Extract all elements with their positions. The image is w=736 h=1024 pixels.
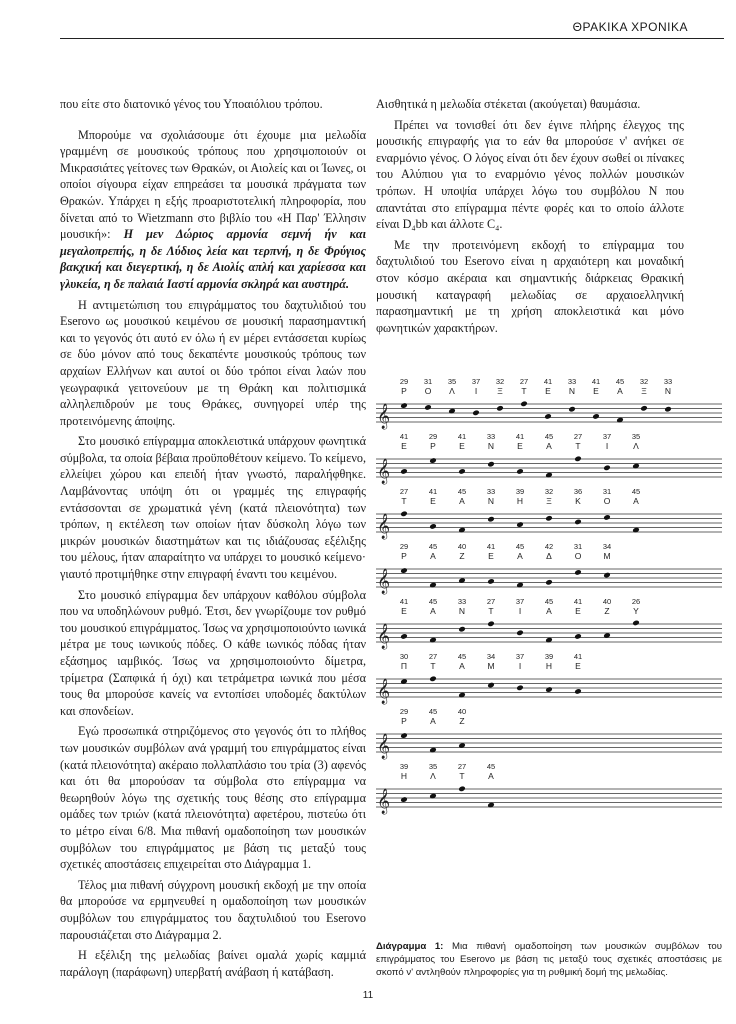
symbol-letter: Α (430, 551, 436, 561)
symbol-letter: Ρ (401, 551, 407, 561)
note-head (574, 519, 582, 526)
symbol-letter: Τ (488, 606, 494, 616)
symbol-number: 40 (602, 597, 612, 606)
note-head (458, 786, 466, 793)
symbol-letter: Κ (575, 496, 581, 506)
note-head (664, 406, 672, 413)
symbol-letter: Τ (575, 441, 581, 451)
note-head (568, 406, 576, 413)
note-head (574, 456, 582, 463)
note-head (520, 401, 528, 408)
symbol-number: 41 (486, 542, 496, 551)
symbol-letter: Α (459, 661, 465, 671)
figure-caption (376, 940, 722, 979)
symbol-number: 29 (399, 378, 409, 386)
symbol-number: 41 (591, 378, 601, 386)
symbol-letter: Π (400, 661, 408, 671)
note-head (545, 515, 553, 522)
symbol-letter: Η (400, 771, 408, 781)
symbol-number: 27 (519, 378, 529, 386)
symbol-number: 37 (515, 652, 525, 661)
symbol-number: 35 (447, 378, 457, 386)
note-head (458, 626, 466, 633)
note-head (429, 676, 437, 683)
symbol-number: 41 (573, 597, 583, 606)
caption-text: Μια πιθανή ομαδοποίηση των μουσικών συμβόλων του επιγράμματος του Eserovo με βάση τις μεταξύ τους σχετικές αποστάσεις με σκοπό ν' αντληθούν πληροφορίες για τη ρυθμική δομή της μελωδίας. (376, 941, 722, 978)
symbol-letter: Α (488, 771, 494, 781)
right-paragraph-1: Πρέπει να τονισθεί ότι δεν έγινε πλήρης έλεγχος της μουσικής επιγραφής για το εάν θα μπορούσε ν' ανήκει σε εναρμόνιο γένος. Ο λόγος είναι ότι δεν έχουν σωθεί οι πίνακες του Αλύπιου για το εναρμόνιο γένος πολλών μουσικών τρόπων. Η υποψία υπάρχει λόγω του συμβόλου Ν που απαντάται στο επίγραμμα πέντε φορές και το οποίο άλλοτε είναι D₄bb και άλλοτε C₄. (376, 117, 684, 232)
symbol-number: 34 (602, 542, 612, 551)
symbol-number: 45 (428, 707, 438, 716)
symbol-letter: Η (516, 496, 524, 506)
note-head (400, 732, 408, 739)
treble-clef: 𝄞 (377, 733, 391, 758)
symbol-letter: Η (545, 661, 553, 671)
symbol-letter: Τ (430, 661, 436, 671)
left-column (60, 96, 366, 980)
symbol-number: 32 (495, 378, 505, 386)
symbol-letter: Ν (487, 496, 495, 506)
caption-label: Διάγραμμα 1: (376, 941, 444, 952)
symbol-letter: Ε (545, 386, 551, 396)
symbol-number: 27 (486, 597, 496, 606)
symbol-number: 45 (615, 378, 625, 386)
symbol-number: 37 (602, 432, 612, 441)
symbol-number: 45 (486, 762, 496, 771)
symbol-letter: Ξ (497, 386, 503, 396)
symbol-letter: Α (633, 496, 639, 506)
symbol-letter: Ζ (459, 551, 465, 561)
symbol-number: 45 (428, 597, 438, 606)
right-paragraph-0: Αισθητικά η μελωδία στέκεται (ακούγεται) θαυμάσια. (376, 97, 641, 111)
symbol-number: 29 (399, 542, 409, 551)
paragraph-text: Μπορούμε να σχολιάσουμε ότι έχουμε μια μελωδία γραμμένη σε μουσικούς τρόπους που χρησιμοποιούν οι Μικρασιάτες γείτονες των Θρακών, οι Αιολείς και οι Ίωνες, οι οποίοι σίγουρα είχαν επηρεάσει τα μουσικά πράγματα των Θρακών. Υπάρχει η εξής προαριστοτελική πληροφορία, που δίνεται από το Wietzmann στο βιβλίο του «Η Παρ' Έλλησιν μουσική»: (60, 127, 366, 242)
symbol-letter: Ε (459, 441, 465, 451)
left-paragraph-3: Στο μουσικό επίγραμμα αποκλειστικά υπάρχουν φωνητικά σύμβολα, τα οποία βέβαια προϋποθέτουν κείμενο. Το κείμενο, ελλείψει χώρου και επειδή ήταν γνωστό, παραλήφθηκε. Λαμβάνοντας υπόψη ότι οι γραμμές της επιγραφής εντάσσονται σε χρωματικά γένη (κατά πλειονότητα) των τρόπων, η εκτέλεση των οποίων ήταν δύσκολη λόγω των μικρών μουσικών διαστημάτων και τις ιδιάζουσας εξέλιξης του μέλους, ήταν απαραίτητο να υπάρχει το μουσικό κείμενο· γιαυτό προτιμήθηκε στην επιγραφή έναντι του κειμένου. (60, 434, 366, 582)
symbol-letter: Ε (593, 386, 599, 396)
symbol-number: 45 (457, 487, 467, 496)
journal-title: ΘΡΑΚΙΚΑ ΧΡΟΝΙΚΑ (572, 20, 688, 34)
symbol-letter: Ε (575, 661, 581, 671)
left-paragraph-7: Η εξέλιξη της μελωδίας βαίνει ομαλά χωρίς καμμιά παράλογη (παράφωνη) υπερβατή ανάβαση ή κατάβαση. (60, 948, 366, 979)
note-head (516, 630, 524, 637)
note-head (400, 567, 408, 574)
symbol-number: 34 (486, 652, 496, 661)
symbol-number: 30 (399, 652, 409, 661)
left-paragraph-1 (60, 127, 366, 293)
symbol-letter: Ε (517, 441, 523, 451)
symbol-number: 39 (515, 487, 525, 496)
music-staves-svg (374, 378, 724, 818)
symbol-letter: Ρ (430, 441, 436, 451)
symbol-number: 41 (543, 378, 553, 386)
running-header (60, 18, 724, 38)
symbol-number: 41 (457, 432, 467, 441)
symbol-number: 31 (423, 378, 433, 386)
symbol-letter: Ρ (401, 716, 407, 726)
left-paragraph-0: που είτε στο διατονικό γένος του Υποαιόλιου τρόπου. (60, 97, 323, 111)
note-head (458, 468, 466, 475)
note-head (574, 569, 582, 576)
symbol-letter: Ν (487, 441, 495, 451)
note-head (545, 579, 553, 586)
symbol-number: 33 (486, 432, 496, 441)
left-paragraph-4: Στο μουσικό επίγραμμα δεν υπάρχουν καθόλου σύμβολα που να υποδηλώνουν ρυθμό. Έτσι, δεν γνωρίζουμε τον ρυθμό του μουσικού επιγράμματος. Ίσως να χρησιμοποιούντο ιωνικά μέτρα με τους ιωνικούς πόδες. Ο κάθε ιωνικός πόδας ήταν εξάσημος ιαμβικός. Ίσως να χρησιμοποιούντο δίμετρα, τρίμετρα (Σαπφικά ή όχι) και τετράμετρα ιωνικά που μέσα τους θα μπορούσε κανείς να εντοπίσει υποδομές δακτύλων και σπονδείων. (60, 587, 366, 718)
symbol-number: 27 (573, 432, 583, 441)
treble-clef: 𝄞 (377, 568, 391, 593)
symbol-number: 41 (573, 652, 583, 661)
symbol-letter: Ε (488, 551, 494, 561)
symbol-letter: Ν (664, 386, 672, 396)
symbol-letter: Ι (518, 606, 522, 616)
note-head (400, 633, 408, 640)
note-head (400, 468, 408, 475)
symbol-number: 45 (544, 597, 554, 606)
symbol-number: 41 (399, 597, 409, 606)
note-head (487, 682, 495, 689)
treble-clef: 𝄞 (377, 788, 391, 813)
note-head (400, 402, 408, 409)
symbol-letter: Α (430, 606, 436, 616)
symbol-number: 40 (457, 707, 467, 716)
symbol-number: 33 (567, 378, 577, 386)
symbol-letter: Ι (474, 386, 478, 396)
symbol-letter: Α (517, 551, 523, 561)
symbol-letter: Δ (546, 551, 552, 561)
music-diagram (374, 378, 724, 818)
symbol-number: 36 (573, 487, 583, 496)
note-head (632, 620, 640, 627)
symbol-letter: Ι (518, 661, 522, 671)
symbol-letter: Α (617, 386, 623, 396)
right-paragraph-2: Με την προτεινόμενη εκδοχή το επίγραμμα του δαχτυλιδιού του Eserovo είναι η αρχαιότερη και μοναδική στον κόσμο ακέραια και σημαντικής διάρκειας Θρακική μουσική καταγραφή μελωδίας σε αρχαιοελληνική παρασημαντική με τη χρήση αποκλειστικά και μόνο φωνητικών χαρακτήρων. (376, 237, 684, 335)
left-paragraph-2: Η αντιμετώπιση του επιγράμματος του δαχτυλιδιού του Eserovo ως μουσικού κειμένου σε μουσική παρασημαντική και το γεγονός ότι αυτό εν όλω ή εν μέρει εντάσσεται κυρίως σε δύο μόνον από τους δεκαπέντε μουσικούς τρόπους των αρχαίων Ελλήνων και αυτοί οι δύο τρόποι είναι λαών που γεωγραφικά γειτονεύουν με τη Θράκη και πολιτισμικά αλληλεπιδρούν με τους Θράκες, συνηγορεί υπέρ της προτεινόμενης άποψης. (60, 297, 366, 428)
header-rule (60, 38, 724, 39)
left-paragraph-6: Τέλος μια πιθανή σύγχρονη μουσική εκδοχή με την οποία θα μπορούσε να ερμηνευθεί η ομαδοποίηση των μουσικών συμβόλων του επιγράμματος του δαχτυλιδιού του Eserovo παρουσιάζεται στο Διάγραμμα 2. (60, 877, 366, 942)
symbol-number: 32 (639, 378, 649, 386)
symbol-number: 40 (457, 542, 467, 551)
note-head (472, 410, 480, 417)
symbol-number: 45 (515, 542, 525, 551)
symbol-number: 41 (428, 487, 438, 496)
symbol-number: 41 (515, 432, 525, 441)
note-head (487, 578, 495, 585)
symbol-number: 32 (544, 487, 554, 496)
symbol-letter: Ζ (604, 606, 610, 616)
symbol-number: 37 (515, 597, 525, 606)
note-head (400, 511, 408, 518)
treble-clef: 𝄞 (377, 623, 391, 648)
symbol-letter: Λ (449, 386, 455, 396)
note-head (496, 405, 504, 412)
quote-bold: Η μεν Δώριος αρμονία σεμνή ήν και μεγαλοπρεπής, η δε Λύδιος λεία και τερπνή, η δε Φρύγιος βακχική και διεγερτική, η δε Αιολίς απλή και χαρίεσσα και γλυκεία, η δε παλαιά Ιαστί αρμονία σκληρά και αυστηρά. (60, 227, 367, 291)
note-head (603, 514, 611, 521)
symbol-number: 45 (631, 487, 641, 496)
symbol-number: 29 (428, 432, 438, 441)
symbol-letter: Ε (430, 496, 436, 506)
symbol-letter: Ι (605, 441, 609, 451)
symbol-number: 35 (631, 432, 641, 441)
symbol-letter: Ο (603, 496, 611, 506)
symbol-number: 31 (602, 487, 612, 496)
symbol-letter: Μ (603, 551, 611, 561)
symbol-number: 27 (399, 487, 409, 496)
note-head (603, 572, 611, 579)
treble-clef: 𝄞 (377, 513, 391, 538)
note-head (400, 796, 408, 803)
symbol-letter: Ζ (459, 716, 465, 726)
symbol-letter: Ο (574, 551, 582, 561)
symbol-number: 29 (399, 707, 409, 716)
note-head (544, 413, 552, 420)
note-head (424, 404, 432, 411)
symbol-letter: Α (459, 496, 465, 506)
symbol-number: 45 (428, 542, 438, 551)
symbol-letter: Τ (401, 496, 407, 506)
symbol-letter: Μ (487, 661, 495, 671)
note-head (592, 413, 600, 420)
symbol-letter: Λ (430, 771, 436, 781)
symbol-number: 26 (631, 597, 641, 606)
right-column (376, 96, 684, 336)
note-head (516, 521, 524, 528)
treble-clef: 𝄞 (377, 403, 391, 428)
symbol-letter: Ρ (401, 386, 407, 396)
symbol-number: 33 (457, 597, 467, 606)
symbol-number: 33 (486, 487, 496, 496)
page-number: 11 (362, 990, 374, 1001)
symbol-number: 27 (457, 762, 467, 771)
note-head (487, 461, 495, 468)
symbol-number: 37 (471, 378, 481, 386)
left-paragraph-5: Εγώ προσωπικά στηριζόμενος στο γεγονός ότι το πλήθος των μουσικών συμβόλων ανά γραμμή του επιγράμματος είναι (κατά πλειονότητα) ακέραιο πολλαπλάσιο του τρία (3) αφενός και ότι θα μπορούσαν τα σύμβολα στο επίγραμμα να θεωρηθούν λόγω της σχετικής τους θέσης στο επίγραμμα ομάδες των τριών (κατά πλειονότητα) αφετέρου, πιστεύω ότι το μέτρο είναι 6/8. Μια πιθανή ομαδοποίηση των μουσικών συμβόλων του επιγράμματος με βάση τις μεταξύ τους σχετικές αποστάσεις επιχειρείται στο Διάγραμμα 1. (60, 724, 366, 872)
note-head (516, 685, 524, 692)
note-head (574, 633, 582, 640)
treble-clef: 𝄞 (377, 678, 391, 703)
symbol-letter: Ε (575, 606, 581, 616)
treble-clef: 𝄞 (377, 458, 391, 483)
symbol-letter: Ε (401, 441, 407, 451)
note-head (545, 686, 553, 693)
symbol-number: 41 (399, 432, 409, 441)
symbol-number: 42 (544, 542, 554, 551)
symbol-letter: Ο (424, 386, 432, 396)
symbol-letter: Ν (458, 606, 466, 616)
symbol-letter: Ξ (546, 496, 552, 506)
symbol-number: 45 (544, 432, 554, 441)
symbol-number: 39 (399, 762, 409, 771)
symbol-number: 35 (428, 762, 438, 771)
symbol-letter: Τ (459, 771, 465, 781)
symbol-number: 31 (573, 542, 583, 551)
symbol-letter: Λ (633, 441, 639, 451)
symbol-letter: Α (546, 441, 552, 451)
symbol-number: 27 (428, 652, 438, 661)
symbol-letter: Ε (401, 606, 407, 616)
symbol-number: 45 (457, 652, 467, 661)
note-head (429, 523, 437, 530)
symbol-letter: Α (430, 716, 436, 726)
note-head (640, 405, 648, 412)
symbol-number: 39 (544, 652, 554, 661)
symbol-letter: Υ (633, 606, 639, 616)
note-head (574, 688, 582, 695)
note-head (429, 457, 437, 464)
symbol-letter: Ν (568, 386, 576, 396)
note-head (603, 465, 611, 472)
note-head (487, 516, 495, 523)
symbol-letter: Τ (521, 386, 527, 396)
note-head (516, 468, 524, 475)
symbol-letter: Α (546, 606, 552, 616)
symbol-letter: Ξ (641, 386, 647, 396)
symbol-number: 33 (663, 378, 673, 386)
note-head (487, 621, 495, 628)
